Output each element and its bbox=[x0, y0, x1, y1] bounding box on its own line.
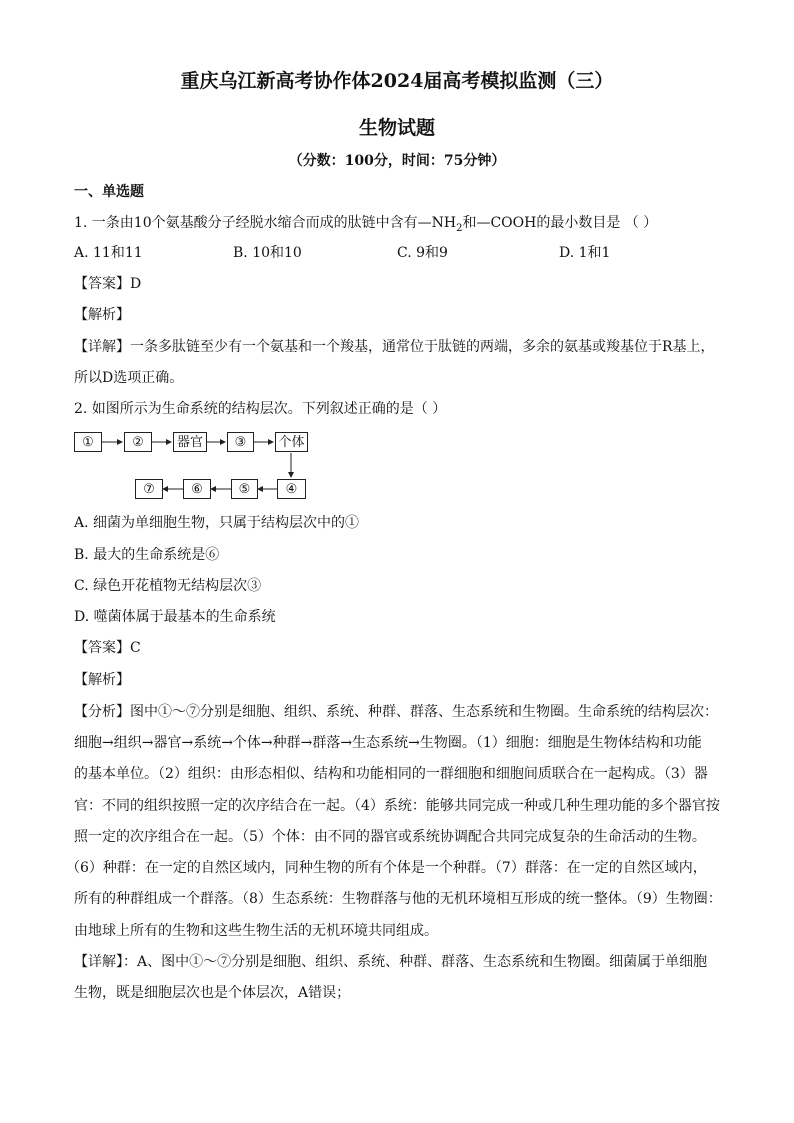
diagram-box-individual: 个体 bbox=[275, 432, 308, 452]
q2-analysis-line-2: 细胞→组织→器官→系统→个体→种群→群落→生态系统→生物圈。（1）细胞：细胞是生物体结构和功能 bbox=[74, 735, 702, 751]
life-system-hierarchy-diagram bbox=[74, 428, 314, 506]
q2-analysis-line-1: 【分析】图中①～⑦分别是细胞、组织、系统、种群、群落、生态系统和生物圈。生命系统的结构层次： bbox=[74, 704, 718, 720]
q1-detail-line-1: 【详解】一条多肽链至少有一个氨基和一个羧基，通常位于肽链的两端，多余的氨基或羧基位于R基上， bbox=[74, 339, 715, 355]
diagram-box-5: ⑤ bbox=[231, 479, 258, 499]
q2-option-c: C. 绿色开花植物无结构层次③ bbox=[74, 578, 262, 594]
q1-stem-part-b: 和—COOH的最小数目是 （ ） bbox=[462, 215, 658, 231]
q2-option-d: D. 噬菌体属于最基本的生命系统 bbox=[74, 609, 276, 625]
q2-analysis-line-8: 由地球上所有的生物和这些生物生活的无机环境共同组成。 bbox=[74, 923, 438, 939]
q2-analysis-line-7: 所有的种群组成一个群落。（8）生态系统：生物群落与他的无机环境相互形成的统一整体。（9）生物圈： bbox=[74, 891, 722, 907]
diagram-box-organ: 器官 bbox=[173, 432, 207, 452]
q2-analysis-line-3: 的基本单位。（2）组织：由形态相似、结构和功能相同的一群细胞和细胞间质联合在一起构成。（3）器 bbox=[74, 766, 708, 782]
q2-analysis-line-4: 官：不同的组织按照一定的次序结合在一起。（4）系统：能够共同完成一种或几种生理功能的多个器官按 bbox=[74, 798, 720, 814]
q1-stem bbox=[74, 213, 734, 239]
section-heading: 一、单选题 bbox=[74, 184, 144, 200]
q2-detail-line-1: 【详解】：A、图中①～⑦分别是细胞、组织、系统、种群、群落、生态系统和生物圈。细菌属于单细胞 bbox=[74, 954, 708, 970]
q1-option-a: A. 11和11 bbox=[74, 245, 143, 261]
q1-option-d: D. 1和1 bbox=[559, 245, 611, 261]
q2-analysis-label: 【解析】 bbox=[74, 672, 130, 688]
diagram-box-3: ③ bbox=[227, 432, 254, 452]
exam-title: 重庆乌江新高考协作体2024届高考模拟监测（三） bbox=[180, 70, 614, 92]
subject-title: 生物试题 bbox=[358, 117, 435, 139]
q1-answer: 【答案】D bbox=[74, 276, 142, 292]
diagram-box-7: ⑦ bbox=[135, 479, 163, 499]
diagram-box-6: ⑥ bbox=[183, 479, 211, 499]
q1-option-c: C. 9和9 bbox=[397, 245, 448, 261]
q1-detail-line-2: 所以D选项正确。 bbox=[74, 370, 184, 386]
exam-meta: （分数：100分，时间：75分钟） bbox=[288, 153, 506, 169]
q1-option-b: B. 10和10 bbox=[233, 245, 302, 261]
diagram-box-4: ④ bbox=[277, 479, 306, 499]
q2-stem: 2. 如图所示为生命系统的结构层次。下列叙述正确的是（ ） bbox=[74, 401, 447, 417]
q1-stem-subscript: 2 bbox=[456, 222, 463, 234]
q2-option-a: A. 细菌为单细胞生物，只属于结构层次中的① bbox=[74, 515, 360, 531]
q1-analysis-label: 【解析】 bbox=[74, 307, 130, 323]
diagram-box-2: ② bbox=[124, 432, 152, 452]
q2-analysis-line-5: 照一定的次序组合在一起。（5）个体：由不同的器官或系统协调配合共同完成复杂的生命活动的生物。 bbox=[74, 829, 706, 845]
q2-answer: 【答案】C bbox=[74, 640, 141, 656]
q2-detail-line-2: 生物，既是细胞层次也是个体层次，A错误； bbox=[74, 985, 351, 1001]
q1-stem-part-a: 1. 一条由10个氨基酸分子经脱水缩合而成的肽链中含有—NH bbox=[74, 215, 457, 231]
q2-option-b: B. 最大的生命系统是⑥ bbox=[74, 547, 220, 563]
diagram-box-1: ① bbox=[74, 432, 102, 452]
q2-analysis-line-6: （6）种群：在一定的自然区域内，同种生物的所有个体是一个种群。（7）群落：在一定的自然区域内， bbox=[66, 860, 707, 876]
